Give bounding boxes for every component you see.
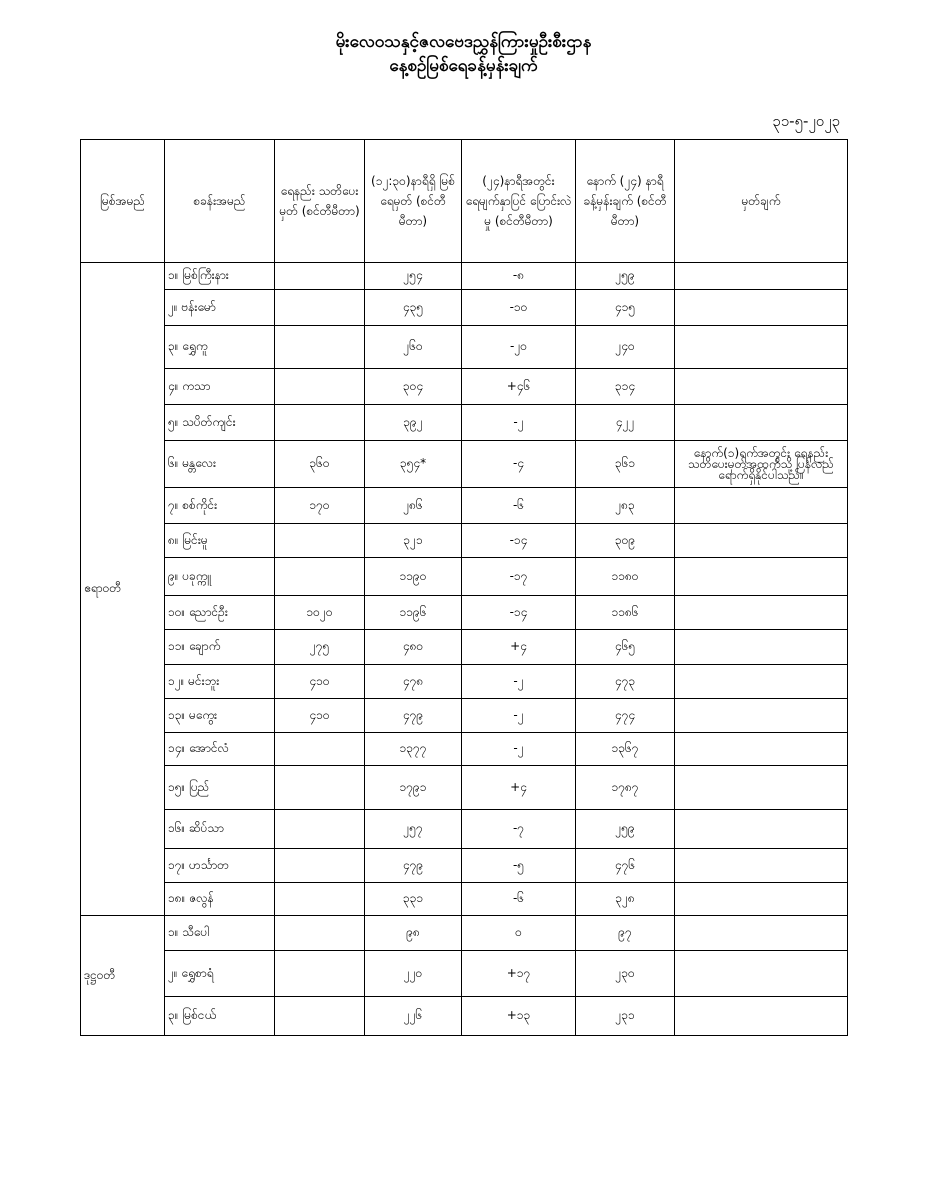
table-row [81, 263, 848, 290]
water-level: ၃၅၄* [365, 441, 462, 488]
remark-cell [675, 369, 848, 405]
table-row [81, 290, 848, 326]
col-water-level: (၁၂:၃၀)နာရီရှိ မြစ်ရေမှတ် (စင်တီမီတာ) [365, 140, 462, 263]
warning-level [275, 951, 365, 997]
forecast-level: ၄၂၂ [576, 405, 675, 441]
warning-level: ၂၇၅ [275, 630, 365, 665]
station-name: ၄။ ကသာ [165, 369, 275, 405]
water-level: ၂၅၇ [365, 810, 462, 849]
station-name: ၁၁။ ချောက် [165, 630, 275, 665]
warning-level [275, 849, 365, 883]
level-change: +၄ [462, 766, 576, 810]
table-row [81, 883, 848, 916]
remark-cell [675, 630, 848, 665]
station-name: ၁၄။ အောင်လံ [165, 733, 275, 766]
warning-level [275, 916, 365, 951]
station-name: ၈။ မြင်းမူ [165, 524, 275, 558]
forecast-level: ၄၁၅ [576, 290, 675, 326]
water-level: ၁၃၇၇ [365, 733, 462, 766]
water-level: ၁၇၉၁ [365, 766, 462, 810]
remark-cell: နောက်(၁)ရက်အတွင်း ရေနည်းသတိပေးမှတ်အထက်သို့ ပြန်လည်ရောက်ရှိနိုင်ပါသည်။ [675, 441, 848, 488]
table-row [81, 766, 848, 810]
forecast-level: ၂၃၁ [576, 997, 675, 1036]
table-row [81, 488, 848, 524]
forecast-level: ၁၃၆၇ [576, 733, 675, 766]
level-change: -၁၀ [462, 290, 576, 326]
remark-cell [675, 558, 848, 596]
remark-cell [675, 766, 848, 810]
level-change: -၂ [462, 733, 576, 766]
forecast-level: ၂၅၉ [576, 810, 675, 849]
warning-level [275, 883, 365, 916]
table-row [81, 810, 848, 849]
table-row [81, 326, 848, 369]
department-title: မိုးလေဝသနှင့်ဇလဗေဒညွှန်ကြားမှုဦးစီးဌာန [335, 32, 592, 52]
warning-level [275, 524, 365, 558]
station-name: ၁၀။ ညောင်ဦး [165, 596, 275, 630]
station-name: ၁။ သီပေါ [165, 916, 275, 951]
remark-cell [675, 997, 848, 1036]
forecast-level: ၃၁၄ [576, 369, 675, 405]
table-row [81, 997, 848, 1036]
remark-cell [675, 733, 848, 766]
warning-level: ၄၁၀ [275, 665, 365, 699]
water-level: ၄၇၉ [365, 699, 462, 733]
table-row [81, 849, 848, 883]
warning-level [275, 369, 365, 405]
remark-cell [675, 810, 848, 849]
water-level: ၄၃၅ [365, 290, 462, 326]
level-change: +၄ [462, 630, 576, 665]
warning-level [275, 810, 365, 849]
level-change: -၁၄ [462, 524, 576, 558]
level-change: -၂၀ [462, 326, 576, 369]
report-date: ၃၁-၅-၂၀၂၃ [772, 112, 840, 130]
level-change: -၂ [462, 665, 576, 699]
report-subtitle: နေ့စဉ်မြစ်ရေခန့်မှန်းချက် [389, 56, 538, 76]
col-remark: မှတ်ချက် [675, 140, 848, 263]
forecast-level: ၂၅၉ [576, 263, 675, 290]
forecast-level: ၁၇၈၇ [576, 766, 675, 810]
river-name: ဒုဋ္ဌဝတီ [81, 916, 165, 1036]
water-level: ၃၃၁ [365, 883, 462, 916]
station-name: ၁၈။ ဇလွန် [165, 883, 275, 916]
forecast-level: ၂၃၀ [576, 951, 675, 997]
col-station: စခန်းအမည် [165, 140, 275, 263]
remark-cell [675, 488, 848, 524]
water-level: ၂၂၆ [365, 997, 462, 1036]
water-level: ၂၈၆ [365, 488, 462, 524]
table-row [81, 405, 848, 441]
level-change: -၄ [462, 441, 576, 488]
forecast-level: ၂၈၃ [576, 488, 675, 524]
warning-level: ၃၆၀ [275, 441, 365, 488]
remark-cell [675, 951, 848, 997]
warning-level [275, 263, 365, 290]
report-header [0, 30, 927, 78]
warning-level [275, 405, 365, 441]
water-level: ၃၂၁ [365, 524, 462, 558]
remark-cell [675, 524, 848, 558]
level-change: -၁၇ [462, 558, 576, 596]
forecast-level: ၄၇၃ [576, 665, 675, 699]
header-row [81, 140, 848, 263]
water-level: ၂၂၀ [365, 951, 462, 997]
level-change: -၂ [462, 699, 576, 733]
remark-cell [675, 326, 848, 369]
level-change: +၄၆ [462, 369, 576, 405]
warning-level [275, 997, 365, 1036]
table-row [81, 916, 848, 951]
warning-level [275, 290, 365, 326]
forecast-level: ၃၀၉ [576, 524, 675, 558]
table-row [81, 369, 848, 405]
table-row [81, 524, 848, 558]
level-change: -၂ [462, 405, 576, 441]
water-level: ၁၁၉၀ [365, 558, 462, 596]
warning-level: ၄၁၀ [275, 699, 365, 733]
station-name: ၂။ ရွှေစာရံ [165, 951, 275, 997]
remark-cell [675, 849, 848, 883]
water-level: ၉၈ [365, 916, 462, 951]
remark-cell [675, 665, 848, 699]
water-level-table [80, 139, 848, 1036]
forecast-level: ၄၇၄ [576, 699, 675, 733]
forecast-level: ၄၆၅ [576, 630, 675, 665]
forecast-level: ၃၂၈ [576, 883, 675, 916]
warning-level [275, 733, 365, 766]
remark-cell [675, 596, 848, 630]
level-change: -၆ [462, 883, 576, 916]
remark-cell [675, 883, 848, 916]
table-row [81, 441, 848, 488]
forecast-level: ၁၁၈၀ [576, 558, 675, 596]
table-row [81, 558, 848, 596]
warning-level [275, 766, 365, 810]
remark-cell [675, 290, 848, 326]
table-body [81, 263, 848, 1036]
forecast-level: ၃၆၁ [576, 441, 675, 488]
level-change: -၇ [462, 810, 576, 849]
station-name: ၂။ ဗန်းမော် [165, 290, 275, 326]
station-name: ၁၅။ ပြည် [165, 766, 275, 810]
station-name: ၉။ ပခုက္ကူ [165, 558, 275, 596]
water-level: ၂၅၄ [365, 263, 462, 290]
station-name: ၁၇။ ဟင်္သာတ [165, 849, 275, 883]
table-row [81, 699, 848, 733]
level-change: -၈ [462, 263, 576, 290]
remark-cell [675, 699, 848, 733]
water-level: ၄၇၉ [365, 849, 462, 883]
station-name: ၁၂။ မင်းဘူး [165, 665, 275, 699]
level-change: ၀ [462, 916, 576, 951]
forecast-level: ၂၄၀ [576, 326, 675, 369]
remark-cell [675, 405, 848, 441]
table-row [81, 733, 848, 766]
warning-level: ၁၀၂၀ [275, 596, 365, 630]
water-level: ၃၉၂ [365, 405, 462, 441]
river-name: ဧရာဝတီ [81, 263, 165, 916]
station-name: ၁။ မြစ်ကြီးနား [165, 263, 275, 290]
water-level: ၂၆၀ [365, 326, 462, 369]
remark-cell [675, 916, 848, 951]
table-row [81, 630, 848, 665]
station-name: ၇။ စစ်ကိုင်း [165, 488, 275, 524]
water-level: ၄၇၈ [365, 665, 462, 699]
warning-level: ၁၇၀ [275, 488, 365, 524]
forecast-level: ၁၁၈၆ [576, 596, 675, 630]
col-warning-level: ရေနည်း သတိပေးမှတ် (စင်တီမီတာ) [275, 140, 365, 263]
level-change: +၁၃ [462, 997, 576, 1036]
water-level: ၁၁၉၆ [365, 596, 462, 630]
station-name: ၃။ ရွှေကူ [165, 326, 275, 369]
forecast-level: ၉၇ [576, 916, 675, 951]
level-change: -၁၄ [462, 596, 576, 630]
remark-cell [675, 263, 848, 290]
station-name: ၆။ မန္တလေး [165, 441, 275, 488]
table-row [81, 665, 848, 699]
forecast-level: ၄၇၆ [576, 849, 675, 883]
station-name: ၁၆။ ဆိပ်သာ [165, 810, 275, 849]
station-name: ၃။ မြစ်ငယ် [165, 997, 275, 1036]
warning-level [275, 558, 365, 596]
level-change: +၁၇ [462, 951, 576, 997]
station-name: ၅။ သပိတ်ကျင်း [165, 405, 275, 441]
col-forecast: နောက် (၂၄) နာရီ ခန့်မှန်းချက် (စင်တီမီတာ) [576, 140, 675, 263]
warning-level [275, 326, 365, 369]
water-level: ၄၈၀ [365, 630, 462, 665]
level-change: -၆ [462, 488, 576, 524]
station-name: ၁၃။ မကွေး [165, 699, 275, 733]
table-row [81, 596, 848, 630]
col-river: မြစ်အမည် [81, 140, 165, 263]
water-level: ၃၀၄ [365, 369, 462, 405]
col-change: (၂၄)နာရီအတွင်း ရေမျက်နှာပြင် ပြောင်းလဲမှု (စင်တီမီတာ) [462, 140, 576, 263]
level-change: -၅ [462, 849, 576, 883]
table-row [81, 951, 848, 997]
